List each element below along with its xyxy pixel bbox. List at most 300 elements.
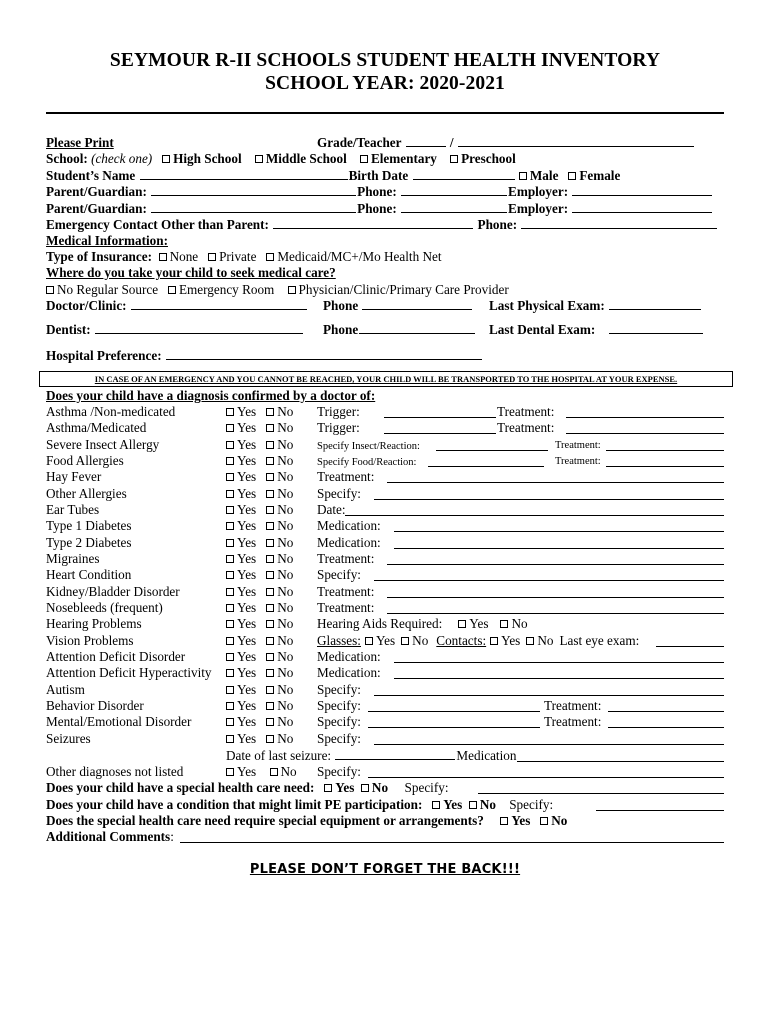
condition-yes-checkbox[interactable] — [226, 637, 234, 645]
condition-detail-nosebleeds-frequent — [317, 600, 374, 616]
special-need-question: Does your child have a special health care need: — [46, 780, 315, 795]
equipment-yes-label: Yes — [511, 813, 531, 828]
treatment-field[interactable] — [566, 433, 724, 434]
school-year-title: SCHOOL YEAR: 2020-2021 — [265, 73, 505, 94]
hearing-aids-no — [500, 616, 527, 631]
condition-no-checkbox[interactable] — [266, 408, 274, 416]
condition-detail-label: Specify: — [317, 731, 361, 746]
male-label: Male — [529, 168, 559, 183]
parent-guardian-field[interactable] — [151, 184, 356, 196]
emergency-phone-label: Phone: — [477, 217, 518, 232]
last-physical-label: Last Physical Exam: — [489, 298, 605, 313]
pe-no-label: No — [479, 797, 497, 812]
condition-no-label: No — [277, 518, 294, 533]
elementary-checkbox[interactable] — [360, 155, 368, 163]
back-reminder: PLEASE DON’T FORGET THE BACK!!! — [249, 862, 521, 877]
last-dental-group — [489, 322, 704, 338]
condition-no-label: No — [277, 616, 294, 631]
equipment-yes-checkbox[interactable] — [500, 817, 508, 825]
last-eye-exam-field[interactable] — [656, 646, 724, 647]
condition-no-checkbox[interactable] — [266, 604, 274, 612]
pe-limit-question: Does your child have a condition that might limit PE participation: — [46, 797, 423, 812]
contacts-label: Contacts: — [436, 633, 487, 648]
condition-no-checkbox[interactable] — [266, 522, 274, 530]
condition-detail-label: Treatment: — [317, 469, 375, 484]
condition-no-checkbox[interactable] — [266, 686, 274, 694]
condition-detail-kidney-bladder-disorder — [317, 584, 374, 600]
parent-employer-label: Employer: — [508, 184, 569, 199]
condition-name-migraines: Migraines — [46, 551, 100, 566]
condition-yes-label: Yes — [237, 420, 257, 435]
emergency-room-label: Emergency Room — [178, 282, 275, 297]
condition-detail-hearing-problems — [317, 616, 528, 632]
condition-yes-checkbox[interactable] — [226, 473, 234, 481]
emergency-phone-field[interactable] — [521, 217, 717, 229]
please-print-label: Please Print — [46, 135, 114, 150]
condition-yes-label: Yes — [237, 535, 257, 550]
condition-detail-label: Specify: — [317, 567, 361, 582]
condition-name-asthma-medicated: Asthma/Medicated — [46, 420, 147, 435]
condition-no-checkbox[interactable] — [266, 653, 274, 661]
condition-detail-label: Date: — [317, 502, 346, 517]
grade-teacher-slash: / — [449, 135, 454, 150]
check-one-hint: (check one) — [91, 151, 153, 166]
doctor-label: Doctor/Clinic: — [46, 298, 127, 313]
school-label: School: — [46, 151, 88, 166]
condition-detail-label: Medication: — [317, 665, 381, 680]
detail-field[interactable] — [394, 548, 724, 549]
parent-guardian-row-2 — [46, 201, 713, 217]
parent-guardian-row-1 — [46, 184, 713, 200]
birth-date-label: Birth Date — [348, 168, 409, 183]
detail-field[interactable] — [387, 564, 724, 565]
condition-yes-checkbox[interactable] — [226, 408, 234, 416]
condition-yes-checkbox[interactable] — [226, 669, 234, 677]
condition-no-checkbox[interactable] — [266, 637, 274, 645]
condition-yes-no-kidney-bladder-disorder — [226, 584, 293, 600]
detail-field[interactable] — [374, 499, 724, 500]
other-yes-label: Yes — [237, 764, 257, 779]
condition-yes-label: Yes — [237, 682, 257, 697]
condition-detail-attention-deficit-hyperactivity — [317, 665, 381, 681]
condition-yes-no-autism — [226, 682, 293, 698]
detail-field[interactable] — [387, 597, 724, 598]
condition-yes-label: Yes — [237, 518, 257, 533]
condition-yes-checkbox[interactable] — [226, 506, 234, 514]
contacts-yes-label: Yes — [501, 633, 521, 648]
condition-name-asthma-non-medicated: Asthma /Non-medicated — [46, 404, 176, 419]
condition-detail-label: Hearing Aids Required: — [317, 616, 443, 631]
detail-field[interactable] — [394, 531, 724, 532]
condition-yes-label: Yes — [237, 665, 257, 680]
doctor-row — [46, 298, 308, 314]
seizure-medication-field[interactable] — [517, 761, 724, 762]
treatment-label: Treatment: — [555, 456, 601, 467]
condition-yes-label: Yes — [237, 453, 257, 468]
special-need-no-checkbox[interactable] — [361, 784, 369, 792]
specify-field[interactable] — [368, 711, 540, 712]
condition-yes-checkbox[interactable] — [226, 424, 234, 432]
condition-yes-checkbox[interactable] — [226, 620, 234, 628]
teacher-field[interactable] — [458, 135, 694, 147]
condition-detail-label: Trigger: — [317, 420, 360, 435]
preschool-label: Preschool — [461, 151, 516, 166]
emergency-contact-field[interactable] — [273, 217, 473, 229]
trigger-field[interactable] — [384, 417, 496, 418]
detail-field[interactable] — [374, 580, 724, 581]
condition-yes-checkbox[interactable] — [226, 653, 234, 661]
condition-yes-checkbox[interactable] — [226, 522, 234, 530]
pe-limit-row — [46, 797, 553, 813]
pe-specify-field[interactable] — [596, 810, 724, 811]
insurance-none-checkbox[interactable] — [159, 253, 167, 261]
parent-employer-field[interactable] — [572, 184, 712, 196]
emergency-notice: IN CASE OF AN EMERGENCY AND YOU CANNOT BE REACHED, YOUR CHILD WILL BE TRANSPORTED TO THE HOSPITAL AT YOUR EXPENSE. — [39, 371, 733, 387]
special-need-no-label: No — [371, 780, 389, 795]
parent-phone-field[interactable] — [401, 201, 507, 213]
hospital-row — [46, 348, 483, 364]
birth-date-field[interactable] — [413, 168, 515, 180]
detail-field[interactable] — [374, 744, 724, 745]
condition-no-label: No — [277, 633, 294, 648]
hearing-aids-no-checkbox[interactable] — [500, 620, 508, 628]
condition-yes-label: Yes — [237, 731, 257, 746]
condition-detail-behavior-disorder — [317, 698, 361, 714]
grade-teacher-label: Grade/Teacher — [317, 135, 402, 150]
condition-name-severe-insect-allergy: Severe Insect Allergy — [46, 437, 160, 452]
condition-no-label: No — [277, 698, 294, 713]
condition-yes-label: Yes — [237, 714, 257, 729]
special-need-yes-checkbox[interactable] — [324, 784, 332, 792]
emergency-contact-label: Emergency Contact Other than Parent: — [46, 217, 269, 232]
parent-guardian-field[interactable] — [151, 201, 356, 213]
additional-comments-row: Additional Comments: — [46, 829, 174, 844]
condition-yes-checkbox[interactable] — [226, 604, 234, 612]
additional-comments-label: Additional Comments — [46, 829, 171, 844]
condition-yes-no-attention-deficit-disorder — [226, 649, 293, 665]
condition-name-kidney-bladder-disorder: Kidney/Bladder Disorder — [46, 584, 180, 599]
special-need-yes-label: Yes — [335, 780, 355, 795]
treatment-label: Treatment: — [555, 440, 601, 451]
condition-yes-label: Yes — [237, 404, 257, 419]
doctor-field[interactable] — [131, 298, 307, 310]
parent-phone-field[interactable] — [401, 184, 507, 196]
condition-yes-label: Yes — [237, 616, 257, 631]
parent-guardian-label: Parent/Guardian: — [46, 201, 147, 216]
condition-yes-checkbox[interactable] — [226, 686, 234, 694]
equipment-question: Does the special health care need require special equipment or arrangements? — [46, 813, 484, 828]
last-dental-label: Last Dental Exam: — [489, 322, 596, 337]
female-checkbox[interactable] — [568, 172, 576, 180]
condition-yes-checkbox[interactable] — [226, 702, 234, 710]
other-diagnoses-label: Other diagnoses not listed — [46, 764, 184, 779]
insurance-private-checkbox[interactable] — [208, 253, 216, 261]
detail-field[interactable] — [394, 662, 724, 663]
condition-no-checkbox[interactable] — [266, 571, 274, 579]
specify-field[interactable] — [368, 727, 540, 728]
additional-comments-field[interactable] — [180, 842, 724, 843]
condition-yes-no-migraines — [226, 551, 293, 567]
doctor-phone-group — [323, 298, 473, 314]
condition-no-checkbox[interactable] — [266, 702, 274, 710]
preschool-checkbox[interactable] — [450, 155, 458, 163]
parent-guardian-label: Parent/Guardian: — [46, 184, 147, 199]
condition-detail-label: Medication: — [317, 649, 381, 664]
seizure-date-field[interactable] — [335, 748, 455, 760]
condition-detail-label: Specify: — [317, 486, 361, 501]
condition-detail-asthma-medicated — [317, 420, 360, 436]
dentist-label: Dentist: — [46, 322, 91, 337]
hearing-aids-yes-checkbox[interactable] — [458, 620, 466, 628]
condition-yes-checkbox[interactable] — [226, 718, 234, 726]
condition-no-label: No — [277, 437, 294, 452]
insurance-medicaid-checkbox[interactable] — [266, 253, 274, 261]
pe-no-checkbox[interactable] — [469, 801, 477, 809]
condition-no-checkbox[interactable] — [266, 506, 274, 514]
condition-name-attention-deficit-disorder: Attention Deficit Disorder — [46, 649, 186, 664]
school-row — [46, 151, 516, 167]
condition-no-checkbox[interactable] — [266, 457, 274, 465]
student-name-field[interactable] — [140, 168, 348, 180]
physician-checkbox[interactable] — [288, 286, 296, 294]
parent-phone-label: Phone: — [357, 184, 397, 199]
condition-no-checkbox[interactable] — [266, 669, 274, 677]
other-no-checkbox[interactable] — [270, 768, 278, 776]
condition-yes-label: Yes — [237, 584, 257, 599]
other-yes-checkbox[interactable] — [226, 768, 234, 776]
condition-yes-label: Yes — [237, 567, 257, 582]
detail-field[interactable] — [387, 613, 724, 614]
condition-name-type-1-diabetes: Type 1 Diabetes — [46, 518, 132, 533]
condition-no-checkbox[interactable] — [266, 441, 274, 449]
high-school-label: High School — [173, 151, 242, 166]
special-need-specify-label: Specify: — [404, 780, 449, 795]
condition-no-checkbox[interactable] — [266, 424, 274, 432]
condition-detail-autism — [317, 682, 361, 698]
condition-detail-label: Treatment: — [317, 584, 375, 599]
last-physical-field[interactable] — [609, 298, 701, 310]
condition-no-label: No — [277, 731, 294, 746]
emergency-contact-row — [46, 217, 718, 233]
treatment-label: Treatment: — [544, 698, 602, 713]
contacts-no-checkbox[interactable] — [526, 637, 534, 645]
condition-detail-ear-tubes — [317, 502, 346, 518]
emergency-room-checkbox[interactable] — [168, 286, 176, 294]
condition-detail-type-2-diabetes — [317, 535, 381, 551]
specify-reaction-field[interactable] — [428, 466, 544, 467]
treatment-label: Treatment: — [497, 420, 555, 435]
last-eye-exam-label: Last eye exam: — [559, 633, 640, 648]
trigger-field[interactable] — [384, 433, 496, 434]
hearing-aids-yes — [458, 616, 488, 631]
condition-yes-no-hay-fever — [226, 469, 293, 485]
male-checkbox[interactable] — [519, 172, 527, 180]
last-physical-group — [489, 298, 702, 314]
condition-detail-heart-condition — [317, 567, 361, 583]
insurance-private-label: Private — [219, 249, 257, 264]
condition-detail-mental-emotional-disorder — [317, 714, 361, 730]
condition-detail-type-1-diabetes — [317, 518, 381, 534]
condition-yes-no-nosebleeds-frequent — [226, 600, 293, 616]
condition-detail-label: Glasses: — [317, 633, 361, 648]
condition-name-mental-emotional-disorder: Mental/Emotional Disorder — [46, 714, 192, 729]
dentist-phone-field[interactable] — [359, 322, 475, 334]
condition-no-checkbox[interactable] — [266, 490, 274, 498]
treatment-label: Treatment: — [497, 404, 555, 419]
condition-yes-checkbox[interactable] — [226, 441, 234, 449]
care-question: Where do you take your child to seek medical care? — [46, 265, 336, 280]
condition-yes-checkbox[interactable] — [226, 588, 234, 596]
condition-name-attention-deficit-hyperactivity: Attention Deficit Hyperactivity — [46, 665, 212, 680]
condition-yes-checkbox[interactable] — [226, 555, 234, 563]
glasses-no — [401, 633, 428, 648]
glasses-yes-label: Yes — [375, 633, 396, 648]
other-diagnoses-yes-no — [226, 764, 297, 780]
middle-school-checkbox[interactable] — [255, 155, 263, 163]
condition-name-hearing-problems: Hearing Problems — [46, 616, 142, 631]
doctor-phone-field[interactable] — [362, 298, 472, 310]
glasses-yes-checkbox[interactable] — [365, 637, 373, 645]
condition-yes-checkbox[interactable] — [226, 490, 234, 498]
grade-field[interactable] — [406, 135, 446, 147]
condition-no-label: No — [277, 502, 294, 517]
treatment-field[interactable] — [606, 466, 724, 467]
condition-detail-label: Specify: — [317, 682, 361, 697]
contacts-yes — [490, 633, 520, 648]
condition-no-label: No — [277, 600, 294, 615]
condition-yes-label: Yes — [237, 698, 257, 713]
condition-yes-no-mental-emotional-disorder — [226, 714, 293, 730]
insurance-medicaid-label: Medicaid/MC+/Mo Health Net — [277, 249, 442, 264]
detail-field[interactable] — [374, 695, 724, 696]
other-no-label: No — [280, 764, 297, 779]
dentist-field[interactable] — [95, 322, 303, 334]
physician-label: Physician/Clinic/Primary Care Provider — [298, 282, 509, 297]
female-label: Female — [579, 168, 621, 183]
insurance-none-label: None — [169, 249, 199, 264]
condition-yes-label: Yes — [237, 502, 257, 517]
condition-detail-seizures — [317, 731, 361, 747]
condition-yes-label: Yes — [237, 551, 257, 566]
special-need-row — [46, 780, 448, 796]
condition-no-label: No — [277, 551, 294, 566]
treatment-field[interactable] — [608, 727, 724, 728]
doctor-phone-label: Phone — [323, 298, 359, 313]
condition-no-label: No — [277, 584, 294, 599]
condition-yes-label: Yes — [237, 469, 257, 484]
condition-yes-no-vision-problems — [226, 633, 293, 649]
pe-yes-checkbox[interactable] — [432, 801, 440, 809]
condition-no-checkbox[interactable] — [266, 718, 274, 726]
other-specify-field[interactable] — [368, 777, 724, 778]
student-name-label: Student’s Name — [46, 168, 136, 183]
condition-detail-label: Specify Food/Reaction: — [317, 457, 417, 468]
contacts-yes-checkbox[interactable] — [490, 637, 498, 645]
treatment-field[interactable] — [566, 417, 724, 418]
special-need-specify-field[interactable] — [478, 793, 724, 794]
care-options-row — [46, 282, 509, 298]
equipment-row — [46, 813, 567, 829]
no-regular-source-checkbox[interactable] — [46, 286, 54, 294]
condition-no-label: No — [277, 714, 294, 729]
hospital-label: Hospital Preference: — [46, 348, 162, 363]
conditions-heading: Does your child have a diagnosis confirmed by a doctor of: — [46, 388, 376, 403]
treatment-field[interactable] — [606, 450, 724, 451]
high-school-checkbox[interactable] — [162, 155, 170, 163]
condition-no-checkbox[interactable] — [266, 555, 274, 563]
student-name-row — [46, 168, 620, 184]
condition-yes-no-hearing-problems — [226, 616, 293, 632]
condition-yes-checkbox[interactable] — [226, 571, 234, 579]
condition-no-checkbox[interactable] — [266, 620, 274, 628]
condition-yes-no-type-1-diabetes — [226, 518, 293, 534]
dentist-phone-label: Phone — [323, 322, 359, 337]
last-dental-field[interactable] — [609, 322, 703, 334]
condition-yes-no-seizures — [226, 731, 293, 747]
glasses-no-label: No — [412, 633, 429, 648]
condition-yes-checkbox[interactable] — [226, 735, 234, 743]
condition-yes-no-type-2-diabetes — [226, 535, 293, 551]
condition-detail-label: Specify: — [317, 698, 361, 713]
condition-name-other-allergies: Other Allergies — [46, 486, 127, 501]
seizure-date-row — [226, 748, 516, 764]
condition-yes-checkbox[interactable] — [226, 539, 234, 547]
condition-no-checkbox[interactable] — [266, 588, 274, 596]
hearing-aids-no-label: No — [511, 616, 528, 631]
other-specify-label: Specify: — [317, 764, 361, 779]
condition-no-label: No — [277, 420, 294, 435]
condition-yes-no-ear-tubes — [226, 502, 293, 518]
dentist-phone-group — [323, 322, 476, 338]
condition-no-checkbox[interactable] — [266, 473, 274, 481]
contacts-no — [526, 633, 553, 648]
condition-no-checkbox[interactable] — [266, 735, 274, 743]
condition-name-behavior-disorder: Behavior Disorder — [46, 698, 144, 713]
condition-detail-label: Trigger: — [317, 404, 360, 419]
insurance-label: Type of Insurance: — [46, 249, 152, 264]
condition-yes-no-asthma-non-medicated — [226, 404, 293, 420]
parent-employer-field[interactable] — [572, 201, 712, 213]
specify-reaction-field[interactable] — [436, 450, 548, 451]
treatment-field[interactable] — [608, 711, 724, 712]
condition-detail-label: Treatment: — [317, 600, 375, 615]
no-regular-source-label: No Regular Source — [57, 282, 159, 297]
hospital-field[interactable] — [166, 348, 482, 360]
condition-name-autism: Autism — [46, 682, 85, 697]
condition-detail-label: Medication: — [317, 535, 381, 550]
equipment-no-checkbox[interactable] — [540, 817, 548, 825]
dentist-row — [46, 322, 304, 338]
condition-no-label: No — [277, 665, 294, 680]
condition-yes-no-attention-deficit-hyperactivity — [226, 665, 293, 681]
condition-detail-label: Treatment: — [317, 551, 375, 566]
condition-no-label: No — [277, 486, 294, 501]
glasses-no-checkbox[interactable] — [401, 637, 409, 645]
condition-name-hay-fever: Hay Fever — [46, 469, 102, 484]
insurance-row — [46, 249, 442, 265]
condition-no-label: No — [277, 453, 294, 468]
hearing-aids-yes-label: Yes — [469, 616, 489, 631]
condition-yes-label: Yes — [237, 437, 257, 452]
condition-detail-other-allergies — [317, 486, 361, 502]
detail-field[interactable] — [345, 515, 724, 516]
detail-field[interactable] — [387, 482, 724, 483]
condition-yes-checkbox[interactable] — [226, 457, 234, 465]
condition-yes-label: Yes — [237, 649, 257, 664]
condition-no-checkbox[interactable] — [266, 539, 274, 547]
detail-field[interactable] — [394, 678, 724, 679]
condition-detail-label: Specify Insect/Reaction: — [317, 441, 420, 452]
